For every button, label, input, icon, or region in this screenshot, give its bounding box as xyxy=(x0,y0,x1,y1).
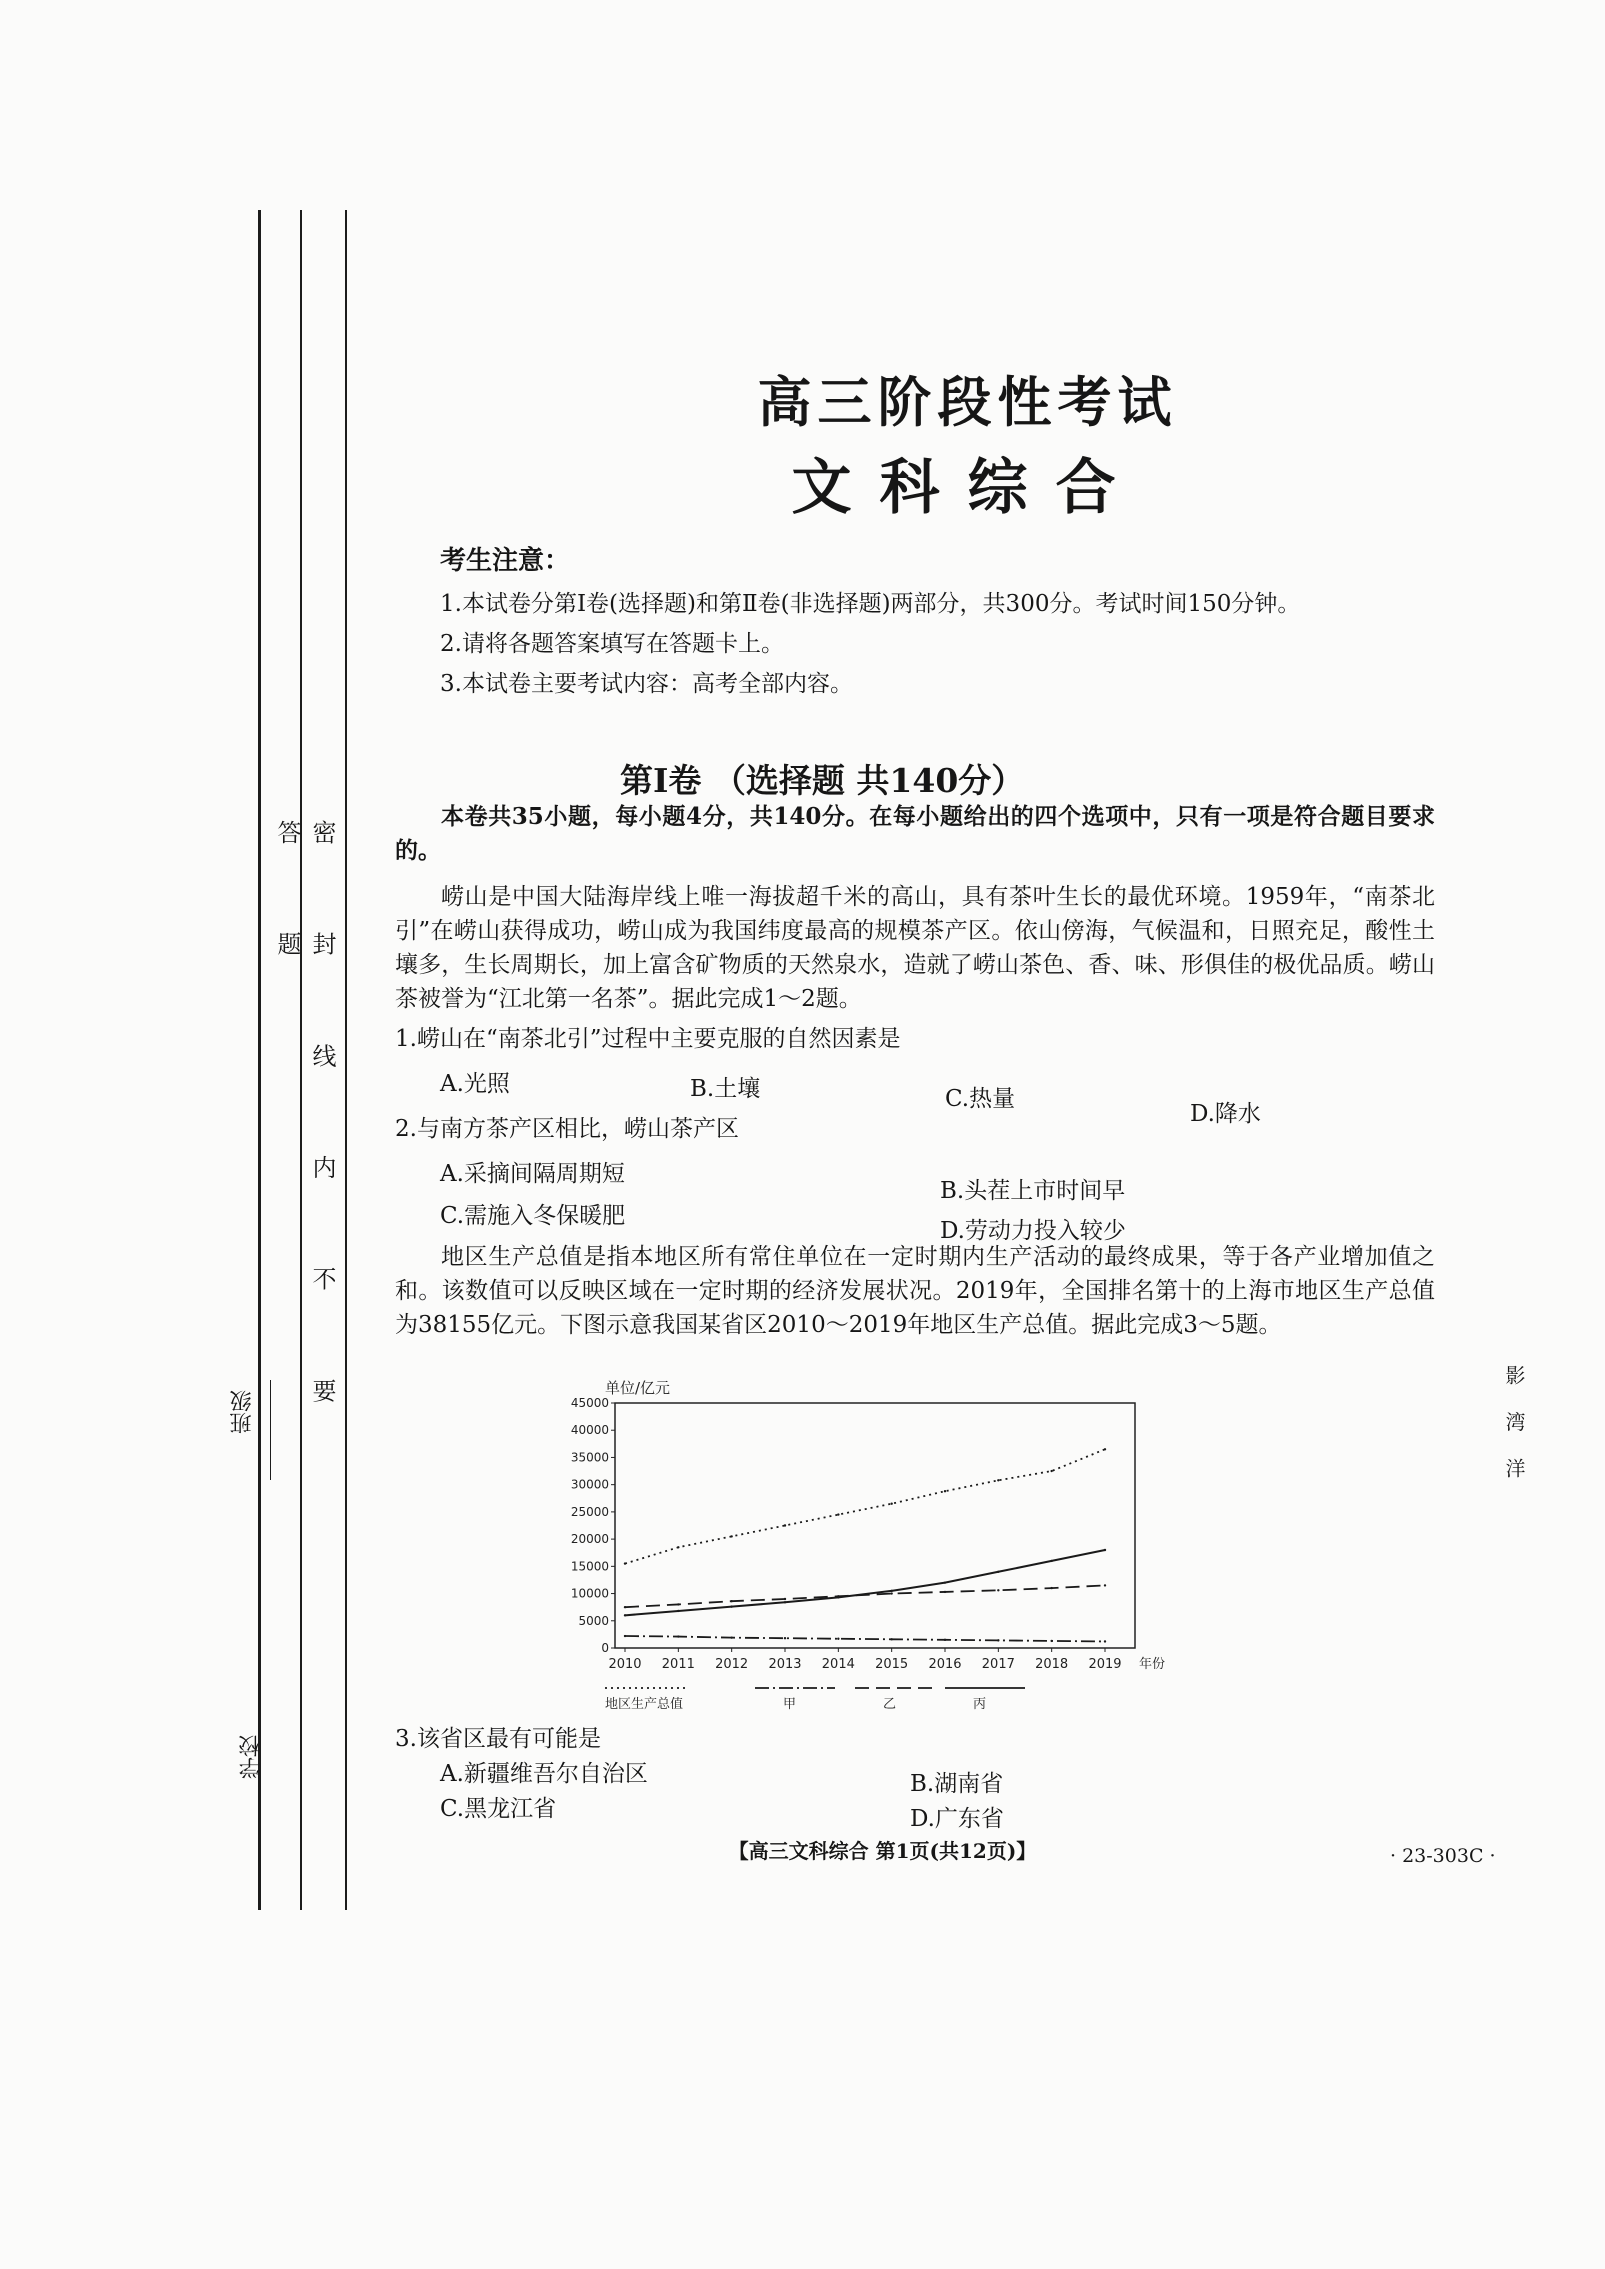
series-point xyxy=(677,1635,679,1637)
series-point xyxy=(784,1524,786,1526)
series-point xyxy=(624,1614,626,1616)
q3-option-b: B.湖南省 xyxy=(910,1771,1004,1797)
notice-item: 3.本试卷主要考试内容：高考全部内容。 xyxy=(440,671,853,697)
series-point xyxy=(677,1546,679,1548)
y-tick-label: 20000 xyxy=(570,1532,609,1547)
series-point xyxy=(944,1639,946,1641)
question-2-stem: 2.与南方茶产区相比，崂山茶产区 xyxy=(395,1116,739,1142)
y-tick-label: 35000 xyxy=(570,1450,609,1465)
y-axis-label: 单位/亿元 xyxy=(605,1379,671,1397)
series-point xyxy=(1050,1587,1052,1589)
question-3-stem: 3.该省区最有可能是 xyxy=(395,1726,601,1752)
paper-code: · 23-303C · xyxy=(1390,1845,1496,1867)
series-point xyxy=(677,1603,679,1605)
series-point xyxy=(1104,1584,1106,1586)
y-tick-label: 15000 xyxy=(570,1559,609,1574)
y-tick-label: 10000 xyxy=(570,1586,609,1601)
class-label: 班级 xyxy=(230,1390,255,1434)
series-point xyxy=(784,1637,786,1639)
series-point xyxy=(1104,1448,1106,1450)
subject-title: 文科综合 xyxy=(791,453,1144,523)
q3-option-d: D.广东省 xyxy=(910,1806,1004,1832)
series-point xyxy=(890,1590,892,1592)
legend-label: 丙 xyxy=(973,1697,987,1712)
series-line-2 xyxy=(625,1585,1105,1607)
series-point xyxy=(997,1639,999,1641)
series-line-1 xyxy=(625,1636,1105,1641)
legend-label: 乙 xyxy=(883,1697,897,1712)
q2-option-a: A.采摘间隔周期短 xyxy=(440,1161,625,1187)
section-intro: 本卷共35小题，每小题4分，共140分。在每小题给出的四个选项中，只有一项是符合题目要求的。 xyxy=(395,803,1435,864)
y-tick-label: 40000 xyxy=(570,1423,609,1438)
x-tick-label: 2014 xyxy=(821,1657,855,1672)
x-tick-label: 2013 xyxy=(768,1657,802,1672)
y-tick-label: 0 xyxy=(601,1641,609,1655)
series-point xyxy=(1050,1640,1052,1642)
series-point xyxy=(1050,1560,1052,1562)
notice-heading: 考生注意： xyxy=(440,546,571,576)
page-footer: 【高三文科综合 第1页(共12页)】 xyxy=(728,1839,1037,1863)
series-point xyxy=(837,1596,839,1598)
q1-option-c: C.热量 xyxy=(945,1086,1016,1112)
passage-gdp: 地区生产总值是指本地区所有常住单位在一定时期内生产活动的最终成果，等于各产业增加值之和。该数值可以反映区域在一定时期的经济发展状况。2019年，全国排名第十的上海市地区生产总值为38155亿元。下图示意我国某省区2010～2019年地区生产总值。据此完成3～5题。 xyxy=(395,1244,1435,1338)
x-tick-label: 2018 xyxy=(1035,1657,1069,1672)
exam-title: 高三阶段性考试 xyxy=(757,370,1178,434)
legend-label: 甲 xyxy=(783,1697,797,1712)
school-label: 学校 xyxy=(239,1735,264,1779)
series-point xyxy=(997,1589,999,1591)
q1-option-a: A.光照 xyxy=(440,1071,510,1097)
question-1-stem: 1.崂山在“南茶北引”过程中主要克服的自然因素是 xyxy=(395,1026,901,1052)
series-point xyxy=(784,1598,786,1600)
series-point xyxy=(944,1490,946,1492)
series-point xyxy=(730,1605,732,1607)
q1-option-b: B.土壤 xyxy=(690,1076,761,1102)
x-tick-label: 2012 xyxy=(715,1657,749,1672)
series-point xyxy=(890,1503,892,1505)
x-tick-label: 2017 xyxy=(981,1657,1015,1672)
series-point xyxy=(1104,1640,1106,1642)
series-point xyxy=(677,1610,679,1612)
q1-option-d: D.降水 xyxy=(1190,1101,1261,1127)
q2-option-c: C.需施入冬保暖肥 xyxy=(440,1203,626,1229)
q2-option-b: B.头茬上市时间早 xyxy=(940,1178,1126,1204)
section-title: 第Ⅰ卷 （选择题 共140分） xyxy=(620,761,1025,800)
series-point xyxy=(730,1636,732,1638)
passage-laoshan: 崂山是中国大陆海岸线上唯一海拔超千米的高山，具有茶叶生长的最优环境。1959年，“南茶北引”在崂山获得成功，崂山成为我国纬度最高的规模茶产区。依山傍海，气候温和，日照充足，酸性土壤多，生长周期长，加上富含矿物质的天然泉水，造就了崂山茶色、香、味、形俱佳的极优品质。崂山茶被誉为“江北第一名茶”。据此完成1～2题。 xyxy=(395,884,1435,1012)
q3-option-c: C.黑龙江省 xyxy=(440,1796,557,1822)
series-point xyxy=(890,1592,892,1594)
x-tick-label: 2016 xyxy=(928,1657,962,1672)
series-line-0 xyxy=(625,1449,1105,1563)
legend-label: 地区生产总值 xyxy=(605,1697,684,1712)
series-point xyxy=(730,1535,732,1537)
notice-item: 2.请将各题答案填写在答题卡上。 xyxy=(440,631,784,657)
x-tick-label: 2011 xyxy=(661,1657,695,1672)
q3-option-a: A.新疆维吾尔自治区 xyxy=(440,1761,648,1787)
y-tick-label: 25000 xyxy=(570,1504,609,1519)
series-point xyxy=(1104,1549,1106,1551)
series-point xyxy=(1050,1470,1052,1472)
y-tick-label: 45000 xyxy=(570,1396,609,1410)
y-tick-label: 5000 xyxy=(578,1613,609,1628)
series-point xyxy=(997,1571,999,1573)
plot-frame xyxy=(615,1403,1135,1648)
series-point xyxy=(784,1601,786,1603)
x-tick-label: 2015 xyxy=(875,1657,909,1672)
series-point xyxy=(624,1635,626,1637)
series-line-3 xyxy=(625,1550,1105,1615)
gdp-chart xyxy=(555,1375,1175,1725)
x-axis-label: 年份 xyxy=(1139,1657,1166,1672)
q2-option-d: D.劳动力投入较少 xyxy=(940,1218,1126,1244)
x-tick-label: 2019 xyxy=(1088,1657,1122,1672)
notice-item: 1.本试卷分第Ⅰ卷(选择题)和第Ⅱ卷(非选择题)两部分，共300分。考试时间150分钟。 xyxy=(440,591,1301,617)
series-point xyxy=(624,1606,626,1608)
series-point xyxy=(944,1581,946,1583)
gdp-chart-svg xyxy=(555,1375,1175,1725)
series-point xyxy=(997,1479,999,1481)
series-point xyxy=(624,1562,626,1564)
series-point xyxy=(837,1638,839,1640)
x-tick-label: 2010 xyxy=(608,1657,642,1672)
series-point xyxy=(890,1638,892,1640)
right-margin-note: 影 湾 洋 xyxy=(1502,1365,1526,1488)
series-point xyxy=(837,1513,839,1515)
y-tick-label: 30000 xyxy=(570,1477,609,1492)
binding-seal-labels: 密 封 线 内 不 要 答 题 xyxy=(273,820,336,1443)
series-point xyxy=(944,1591,946,1593)
series-point xyxy=(730,1600,732,1602)
